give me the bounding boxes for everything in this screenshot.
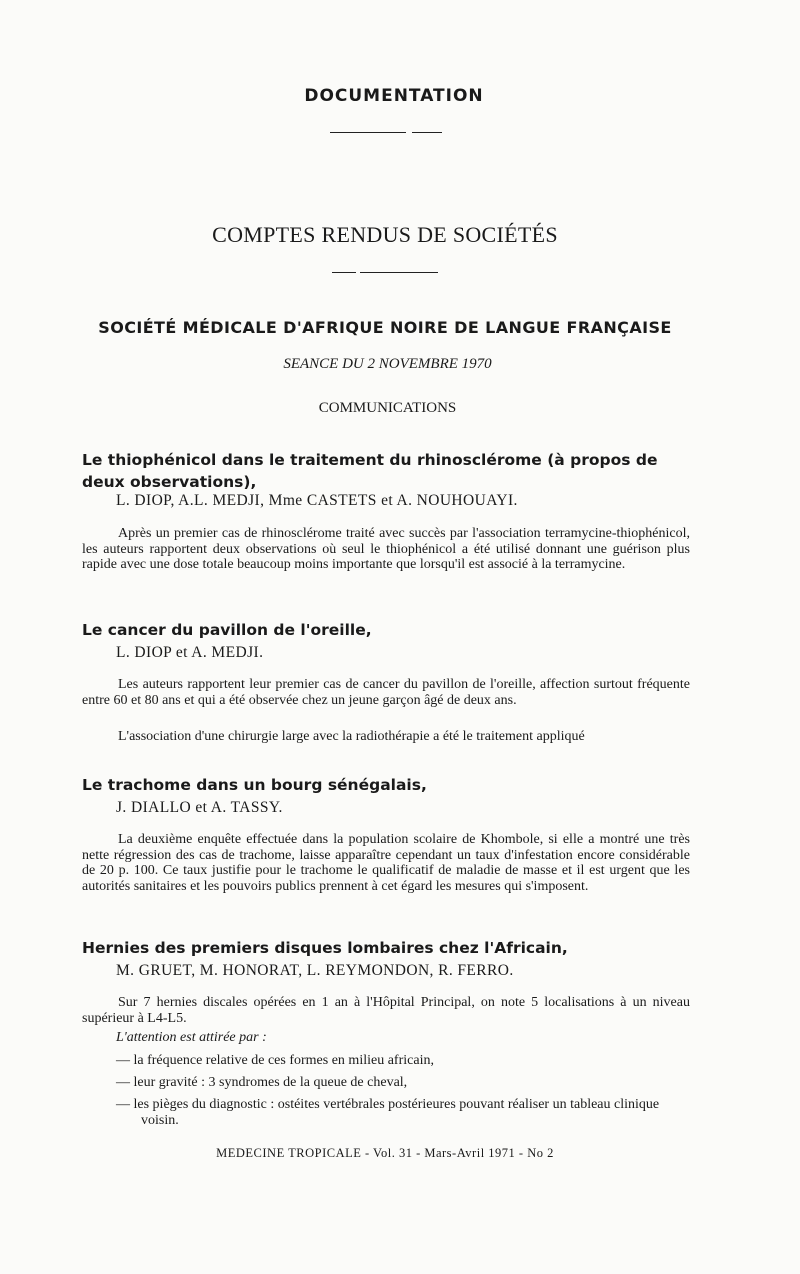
section-title: COMPTES RENDUS DE SOCIÉTÉS — [212, 222, 558, 247]
article-paragraph: Après un premier cas de rhinosclérome traité avec succès par l'association terramycine-thiophénicol, les auteurs rapportent deux observations où seul le thiophénicol a été utilisé donnant une guérison plus rapide avec une dose totale beaucoup moins importante que lorsqu'il est associé à la terramycine. — [82, 526, 690, 572]
divider — [330, 132, 406, 133]
article-title: Le cancer du pavillon de l'oreille, — [82, 621, 372, 639]
article-authors: L. DIOP et A. MEDJI. — [116, 644, 264, 661]
article-authors: L. DIOP, A.L. MEDJI, Mme CASTETS et A. NOUHOUAYI. — [116, 492, 518, 509]
seance-date: SEANCE DU 2 NOVEMBRE 1970 — [283, 356, 492, 372]
attention-intro: L'attention est attirée par : — [116, 1030, 267, 1045]
list-item: — les pièges du diagnostic : ostéites vertébrales postérieures pouvant réaliser un tableau clinique voisin. — [116, 1097, 660, 1128]
article-paragraph: L'association d'une chirurgie large avec la radiothérapie a été le traitement appliqué — [118, 729, 585, 744]
article-paragraph: Les auteurs rapportent leur premier cas de cancer du pavillon de l'oreille, affection surtout fréquente entre 60 et 80 ans et qui a été observée chez un jeune garçon âgé de deux ans. — [82, 677, 690, 708]
article-paragraph: La deuxième enquête effectuée dans la population scolaire de Khombole, si elle a montré une très nette régression des cas de trachome, laisse apparaître cependant un taux d'infestation encore considérable de 20 p. 100. Ce taux justifie pour le trachome le qualificatif de maladie de masse et il est urgent que les autorités sanitaires et les pouvoirs publics prennent à cet égard les mesures qui s'imposent. — [82, 832, 690, 894]
documentation-heading: DOCUMENTATION — [304, 86, 484, 106]
divider — [412, 132, 442, 133]
article-authors: M. GRUET, M. HONORAT, L. REYMONDON, R. FERRO. — [116, 962, 514, 979]
journal-footer: MEDECINE TROPICALE - Vol. 31 - Mars-Avril 1971 - No 2 — [216, 1146, 554, 1160]
article-title: Le trachome dans un bourg sénégalais, — [82, 776, 427, 794]
society-name: SOCIÉTÉ MÉDICALE D'AFRIQUE NOIRE DE LANGUE FRANÇAISE — [98, 318, 672, 337]
article-title: Le thiophénicol dans le traitement du rhinosclérome (à propos de deux observations), — [82, 451, 658, 491]
article-authors: J. DIALLO et A. TASSY. — [116, 799, 283, 816]
article-paragraph: Sur 7 hernies discales opérées en 1 an à l'Hôpital Principal, on note 5 localisations à un niveau supérieur à L4-L5. — [82, 995, 690, 1026]
article-title: Hernies des premiers disques lombaires chez l'Africain, — [82, 939, 568, 957]
communications-heading: COMMUNICATIONS — [318, 400, 457, 416]
list-item: — leur gravité : 3 syndromes de la queue de cheval, — [116, 1075, 408, 1090]
divider — [360, 272, 438, 273]
divider — [332, 272, 356, 273]
list-item: — la fréquence relative de ces formes en milieu africain, — [116, 1053, 434, 1068]
